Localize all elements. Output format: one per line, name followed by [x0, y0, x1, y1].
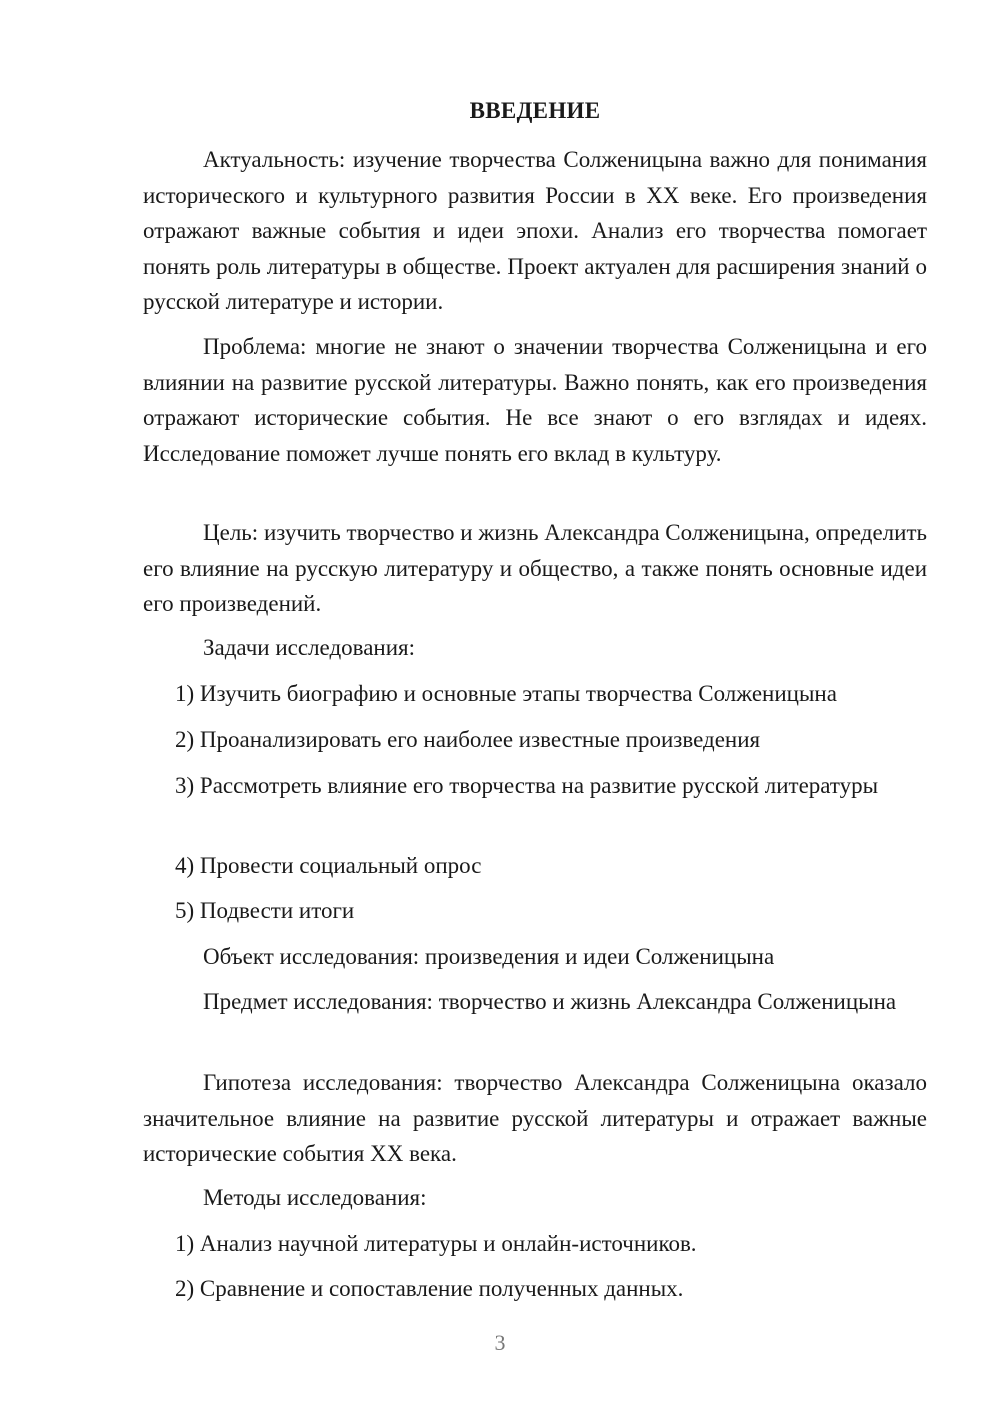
object-block [143, 939, 927, 975]
methods-title-block [143, 1180, 927, 1216]
method-item: 2) Сравнение и сопоставление полученных данных. [175, 1276, 684, 1301]
object-paragraph: Объект исследования: произведения и идеи Солженицына [203, 944, 775, 969]
task-item-5-block [143, 893, 927, 929]
goal-block [143, 515, 927, 622]
problem-paragraph: Проблема: многие не знают о значении творчества Солженицына и его влиянии на развитие русской литературы. Важно понять, как его произведения отражают исторические события. Не все знают о его взглядах и идеях. Исследование поможет лучше понять его вклад в культуру. [143, 334, 927, 466]
tasks-title-block [143, 630, 927, 666]
task-item-1-block [143, 676, 927, 712]
task-item: 3) Рассмотреть влияние его творчества на развитие русской литературы [175, 773, 879, 798]
hypothesis-paragraph: Гипотеза исследования: творчество Александра Солженицына оказало значительное влияние на развитие русской литературы и отражает важные исторические события XX века. [143, 1070, 927, 1166]
section-heading: ВВЕДЕНИЕ [469, 98, 601, 123]
method-item-1-block [143, 1226, 927, 1262]
task-item-4-block [143, 848, 927, 884]
task-item-2-block [143, 722, 927, 758]
task-item: 2) Проанализировать его наиболее известные произведения [175, 727, 761, 752]
hypothesis-block [143, 1065, 927, 1172]
method-item-2-block [143, 1271, 927, 1307]
relevance-block [143, 142, 927, 320]
subject-block [143, 984, 927, 1020]
relevance-paragraph: Актуальность: изучение творчества Солженицына важно для понимания исторического и культурного развития России в XX веке. Его произведения отражают важные события и идеи эпохи. Анализ его творчества помогает понять роль литературы в обществе. Проект актуален для расширения знаний о русской литературе и истории. [143, 147, 927, 314]
subject-paragraph: Предмет исследования: творчество и жизнь Александра Солженицына [203, 989, 897, 1014]
problem-block [143, 329, 927, 471]
page-number: 3 [494, 1330, 506, 1355]
tasks-title: Задачи исследования: [203, 635, 416, 660]
task-item: 1) Изучить биографию и основные этапы творчества Солженицына [175, 681, 837, 706]
methods-title: Методы исследования: [203, 1185, 427, 1210]
goal-paragraph: Цель: изучить творчество и жизнь Александра Солженицына, определить его влияние на русскую литературу и общество, а также понять основные идеи его произведений. [143, 520, 927, 616]
method-item: 1) Анализ научной литературы и онлайн-источников. [175, 1231, 697, 1256]
task-item-3-block [143, 768, 927, 804]
task-item: 5) Подвести итоги [175, 898, 355, 923]
task-item: 4) Провести социальный опрос [175, 853, 482, 878]
